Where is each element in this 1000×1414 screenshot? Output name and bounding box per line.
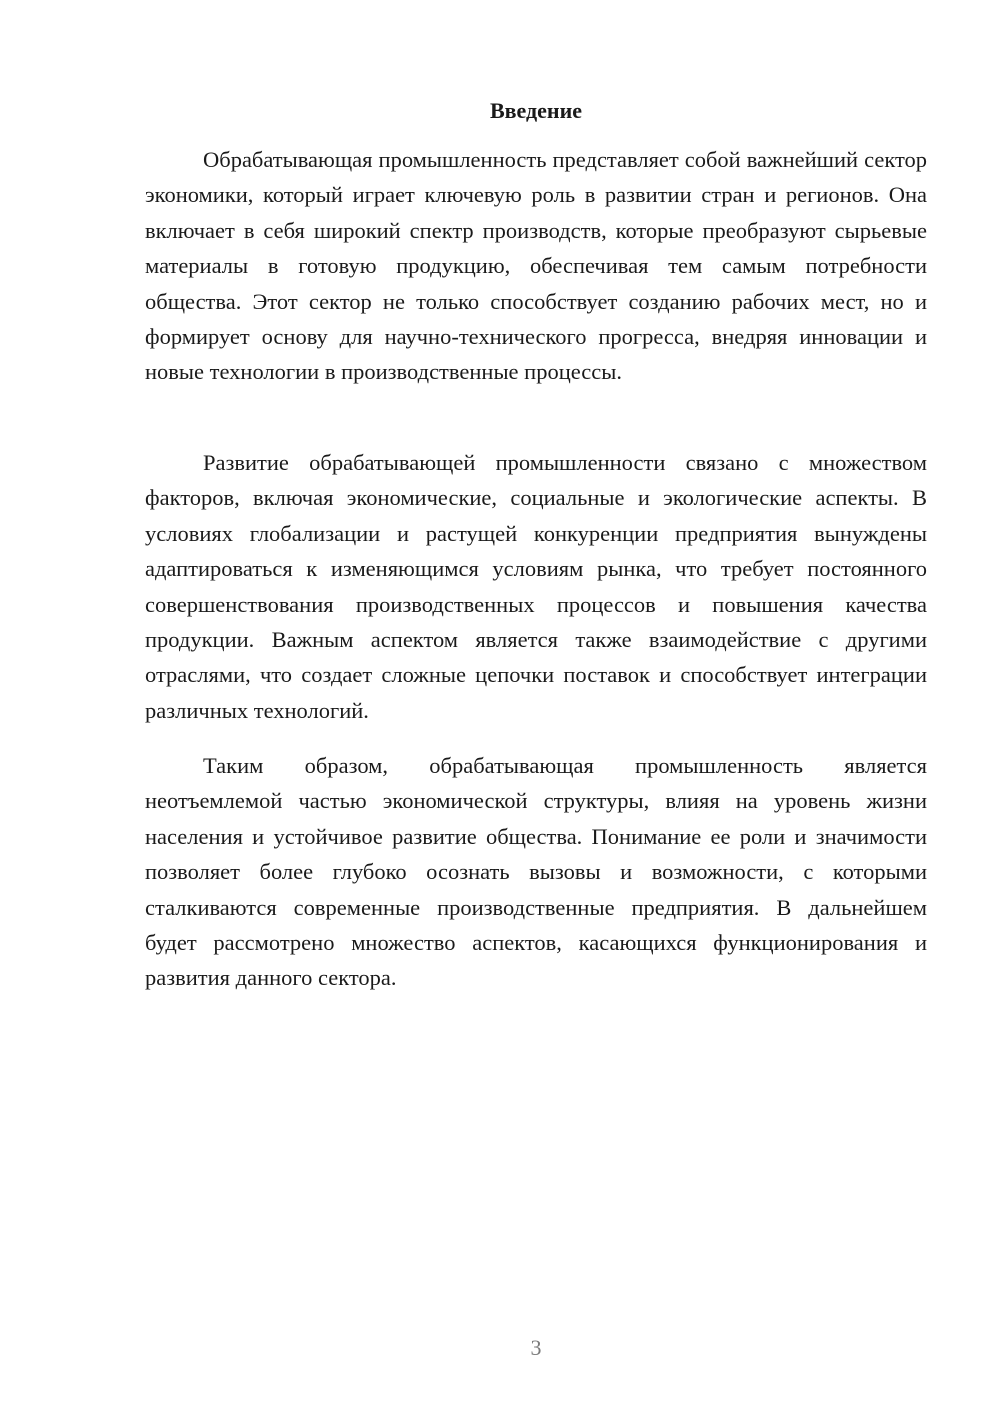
- paragraph-block: [145, 142, 927, 390]
- page-title: Введение: [489, 98, 583, 123]
- paragraph-1: Обрабатывающая промышленность представляет собой важнейший сектор экономики, который играет ключевую роль в развитии стран и регионов. Она включает в себя широкий спектр производств, которые преобразуют сырьевые материалы в готовую продукцию, обеспечивая тем самым потребности общества. Этот сектор не только способствует созданию рабочих мест, но и формирует основу для научно-технического прогресса, внедряя инновации и новые технологии в производственные процессы.: [145, 147, 927, 385]
- paragraph-block: [145, 445, 927, 728]
- page-number: 3: [530, 1335, 542, 1360]
- paragraph-block: [145, 748, 927, 996]
- paragraph-3: Таким образом, обрабатывающая промышленность является неотъемлемой частью экономической структуры, влияя на уровень жизни населения и устойчивое развитие общества. Понимание ее роли и значимости позволяет более глубоко осознать вызовы и возможности, с которыми сталкиваются современные производственные предприятия. В дальнейшем будет рассмотрено множество аспектов, касающихся функционирования и развития данного сектора.: [145, 753, 927, 991]
- paragraph-2: Развитие обрабатывающей промышленности связано с множеством факторов, включая экономические, социальные и экологические аспекты. В условиях глобализации и растущей конкуренции предприятия вынуждены адаптироваться к изменяющимся условиям рынка, что требует постоянного совершенствования производственных процессов и повышения качества продукции. Важным аспектом является также взаимодействие с другими отраслями, что создает сложные цепочки поставок и способствует интеграции различных технологий.: [145, 450, 927, 723]
